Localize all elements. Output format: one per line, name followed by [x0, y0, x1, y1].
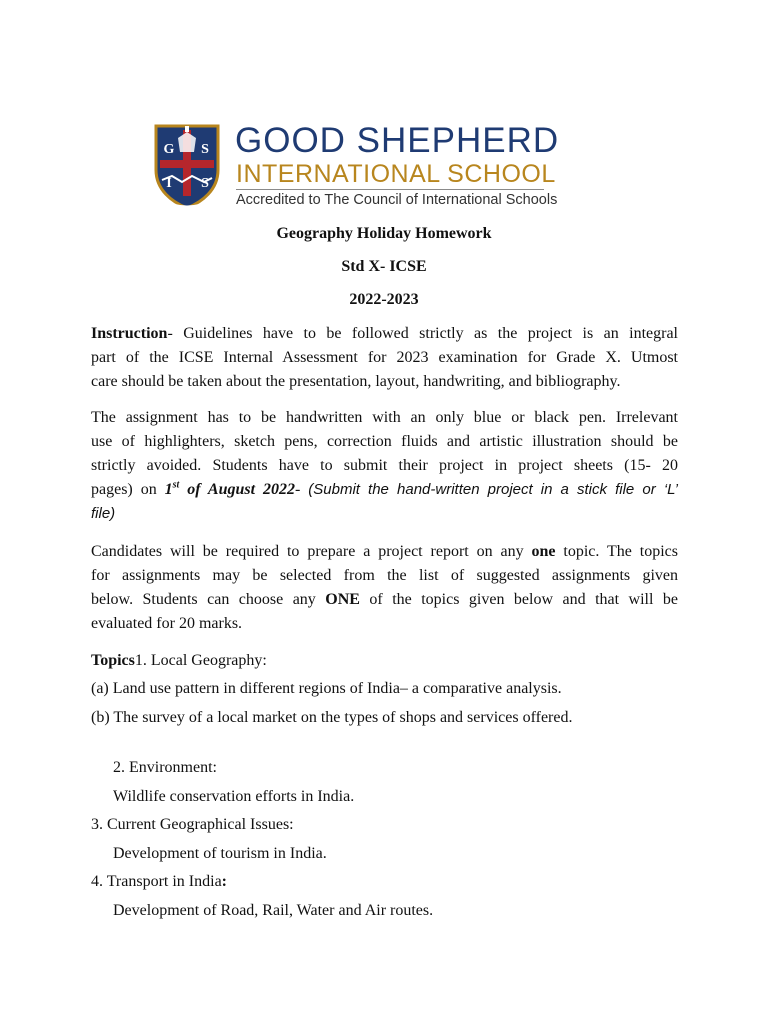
candidates-line1-suffix: topic. The topics	[555, 543, 679, 560]
candidates-line1-prefix: Candidates will be required to prepare a project report on any	[91, 543, 532, 560]
assignment-line-4	[91, 478, 678, 502]
crest-letter-bl: I	[166, 176, 172, 191]
assignment-line-5	[91, 502, 678, 526]
topic-3-detail: Development of tourism in India.	[113, 845, 327, 862]
crest-letter-br: S	[201, 176, 209, 191]
candidates-line3-prefix: below. Students can choose any	[91, 591, 326, 608]
instruction-label: Instruction	[91, 325, 168, 342]
school-header	[152, 121, 560, 214]
subject-title: Geography Holiday Homework	[276, 225, 492, 242]
topic-1b: (b) The survey of a local market on the types of shops and services offered.	[91, 709, 573, 726]
instruction-text-1: - Guidelines have to be followed strictly as the project is an integral	[167, 325, 678, 342]
assignment-line-3: strictly avoided. Students have to submit their project in project sheets (15- 20	[91, 457, 678, 474]
candidates-line3-suffix: of the topics given below and that will be	[359, 591, 678, 608]
assignment-line-2: use of highlighters, sketch pens, correction fluids and artistic illustration should be	[91, 433, 678, 450]
due-day: 1	[164, 481, 173, 498]
assignment-line4-prefix: pages) on	[91, 481, 165, 498]
candidates-line-3	[91, 588, 678, 612]
school-crest-icon	[152, 122, 222, 212]
assignment-line-1: The assignment has to be handwritten with an only blue or black pen. Irrelevant	[91, 409, 678, 426]
topic-2-detail: Wildlife conservation efforts in India.	[113, 788, 355, 805]
instruction-line-3: care should be taken about the presentation, layout, handwriting, and bibliography.	[91, 373, 621, 390]
year-title: 2022-2023	[349, 291, 419, 308]
candidates-line-4: evaluated for 20 marks.	[91, 615, 243, 632]
accreditation-text: Accredited to The Council of International Schools	[236, 192, 558, 208]
instruction-line-2: part of the ICSE Internal Assessment for 2023 examination for Grade X. Utmost	[91, 349, 678, 366]
topic-4-title: 4. Transport in India	[91, 873, 222, 890]
due-dash: -	[295, 481, 309, 498]
topic-3-heading: 3. Current Geographical Issues:	[91, 816, 294, 833]
school-name-line2: INTERNATIONAL SCHOOL	[236, 160, 556, 188]
candidates-paragraph	[91, 540, 678, 636]
topic-1-heading	[91, 652, 267, 670]
crest-letter-tl: G	[163, 142, 175, 157]
topic-4-heading	[91, 873, 227, 891]
topic-4-detail: Development of Road, Rail, Water and Air routes.	[113, 902, 434, 919]
submission-note-2: file)	[91, 505, 116, 522]
instruction-paragraph	[91, 322, 678, 394]
crest-letter-tr: S	[201, 142, 209, 157]
header-divider	[236, 189, 544, 190]
school-name-line1: GOOD SHEPHERD	[235, 121, 560, 160]
standard-title: Std X- ICSE	[341, 258, 427, 275]
topics-label: Topics	[91, 652, 135, 669]
topic-1a: (a) Land use pattern in different regions of India– a comparative analysis.	[91, 680, 562, 697]
due-sup: st	[172, 479, 180, 491]
topic-4-colon: :	[221, 873, 227, 890]
topic-1-title: 1. Local Geography:	[134, 652, 267, 669]
instruction-line-1	[91, 322, 678, 346]
candidates-one-caps: ONE	[325, 591, 360, 608]
due-date	[165, 481, 295, 498]
submission-note-1: (Submit the hand-written project in a stick file or ‘L’	[308, 481, 678, 498]
due-rest: of August 2022	[179, 481, 295, 498]
topic-2-heading: 2. Environment:	[113, 759, 217, 776]
candidates-line-1	[91, 540, 678, 564]
candidates-one: one	[531, 543, 556, 560]
candidates-line-2: for assignments may be selected from the list of suggested assignments given	[91, 567, 678, 584]
assignment-paragraph	[91, 406, 678, 526]
